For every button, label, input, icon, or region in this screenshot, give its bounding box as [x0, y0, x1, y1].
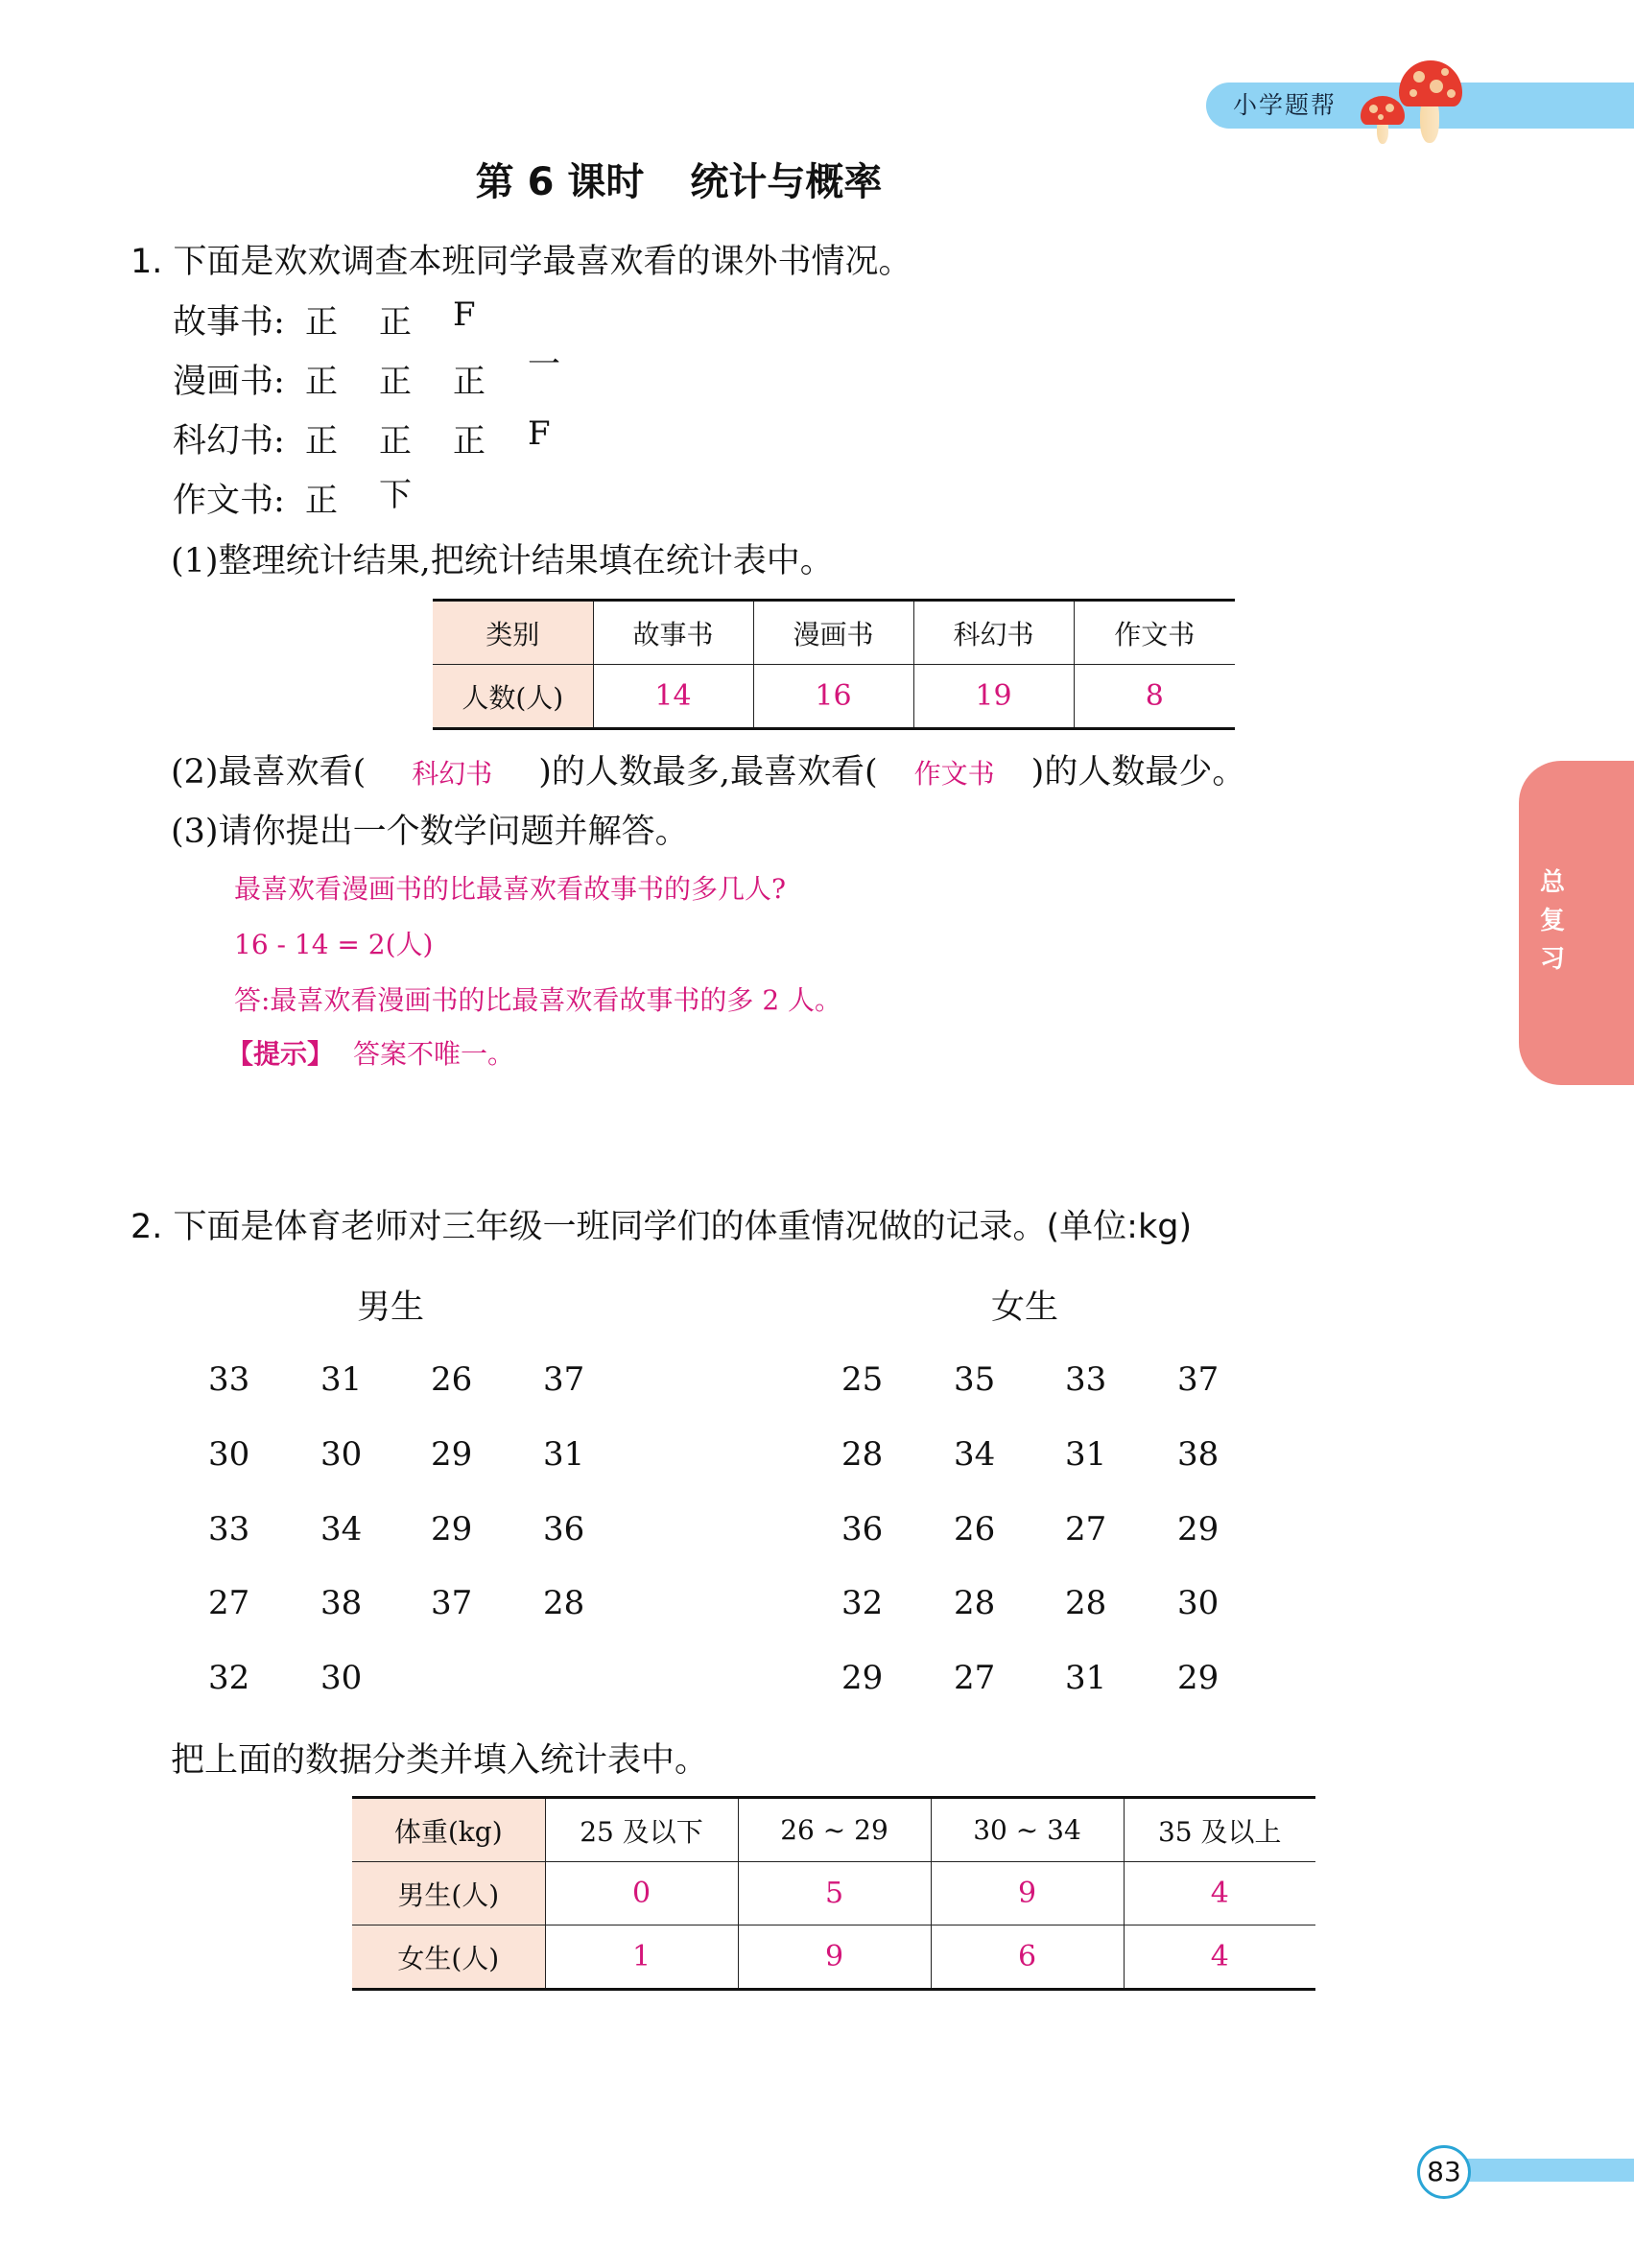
- answer-least: 作文书: [913, 758, 995, 790]
- q1-part3: (3)请你提出一个数学问题并解答。: [171, 813, 689, 851]
- weight-value: 37: [431, 1584, 473, 1622]
- weight-value: 28: [841, 1435, 884, 1474]
- answer-cell: 4: [1124, 1925, 1315, 1990]
- table-header-cell: 作文书: [1074, 601, 1235, 665]
- tally-mark: 正: [305, 482, 338, 520]
- weight-value: 29: [841, 1659, 884, 1697]
- boys-heading: 男生: [357, 1288, 425, 1327]
- weight-value: 33: [208, 1510, 250, 1548]
- weight-value: 33: [208, 1360, 250, 1399]
- weight-value: 37: [1177, 1360, 1220, 1399]
- table-header-cell: 35 及以上: [1124, 1798, 1315, 1862]
- answer-cell: 6: [931, 1925, 1124, 1990]
- weight-value: 34: [954, 1435, 996, 1474]
- row-label: 人数(人): [433, 665, 593, 729]
- part2-suffix: )的人数最少。: [1030, 753, 1246, 791]
- brand-label: 小学题帮: [1233, 91, 1338, 119]
- table-header-cell: 类别: [433, 601, 593, 665]
- answer-equation: 16 - 14 = 2(人): [234, 929, 434, 960]
- weight-value: 38: [320, 1584, 363, 1622]
- weight-value: 27: [208, 1584, 250, 1622]
- part2-middle: )的人数最多,最喜欢看(: [538, 753, 878, 791]
- answer-cell: 0: [545, 1862, 738, 1925]
- tally-label: 作文书:: [173, 482, 285, 520]
- weight-stat-table: [352, 1796, 1315, 1991]
- answer-cell: 16: [753, 665, 913, 729]
- weight-value: 36: [543, 1510, 585, 1548]
- q2-prompt: 2. 下面是体育老师对三年级一班同学们的体重情况做的记录。(单位:kg): [130, 1208, 1193, 1246]
- weight-value: 37: [543, 1360, 585, 1399]
- weight-value: 29: [431, 1510, 473, 1548]
- tally-label: 科幻书:: [173, 422, 285, 461]
- side-tab-label: 总复习: [1539, 868, 1565, 974]
- hint-text: 答案不唯一。: [353, 1038, 515, 1070]
- tally-mark: 正: [379, 422, 412, 461]
- weight-value: 28: [1065, 1584, 1107, 1622]
- tally-mark: 正: [379, 303, 412, 342]
- answer-cell: 19: [913, 665, 1074, 729]
- weight-value: 30: [320, 1659, 363, 1697]
- weight-value: 27: [954, 1659, 996, 1697]
- weight-value: 28: [954, 1584, 996, 1622]
- q2-instruction: 把上面的数据分类并填入统计表中。: [171, 1741, 709, 1780]
- answer-reply: 答:最喜欢看漫画书的比最喜欢看故事书的多 2 人。: [234, 984, 842, 1016]
- weight-value: 26: [431, 1360, 473, 1399]
- tally-mark: 一: [528, 345, 560, 384]
- answer-cell: 1: [545, 1925, 738, 1990]
- answer-most: 科幻书: [412, 758, 493, 790]
- page-title: [0, 155, 1358, 209]
- tally-mark: 正: [305, 422, 338, 461]
- lesson-topic: 统计与概率: [690, 160, 883, 204]
- table-row: [433, 665, 1235, 729]
- table-header-cell: 25 及以下: [545, 1798, 738, 1862]
- tally-label: 故事书:: [173, 303, 285, 342]
- hint-line: [226, 1030, 514, 1078]
- books-stat-table: [433, 599, 1235, 730]
- weight-value: 29: [1177, 1510, 1220, 1548]
- row-label: 女生(人): [352, 1925, 545, 1990]
- girls-heading: 女生: [991, 1288, 1059, 1327]
- weight-value: 29: [431, 1435, 473, 1474]
- mushroom-large-icon: [1399, 60, 1462, 143]
- weight-value: 32: [208, 1659, 250, 1697]
- weight-value: 29: [1177, 1659, 1220, 1697]
- tally-mark: 正: [453, 363, 485, 401]
- q1-prompt: 1. 下面是欢欢调查本班同学最喜欢看的课外书情况。: [130, 243, 912, 281]
- table-row: [352, 1862, 1315, 1925]
- table-row: [352, 1925, 1315, 1990]
- answer-cell: 9: [738, 1925, 931, 1990]
- table-header-cell: 科幻书: [913, 601, 1074, 665]
- answer-cell: 8: [1074, 665, 1235, 729]
- table-header-cell: 30 ~ 34: [931, 1798, 1124, 1862]
- table-header-cell: 26 ~ 29: [738, 1798, 931, 1862]
- tally-mark: 正: [305, 303, 338, 342]
- q1-part1: (1)整理统计结果,把统计结果填在统计表中。: [171, 542, 834, 580]
- weight-value: 32: [841, 1584, 884, 1622]
- weight-value: 28: [543, 1584, 585, 1622]
- tally-mark: 正: [305, 363, 338, 401]
- weight-value: 36: [841, 1510, 884, 1548]
- weight-value: 38: [1177, 1435, 1220, 1474]
- tally-label: 漫画书:: [173, 363, 285, 401]
- lesson-number: 第 6 课时: [475, 160, 645, 204]
- weight-value: 30: [208, 1435, 250, 1474]
- tally-mark: 下: [379, 476, 412, 514]
- row-label: 男生(人): [352, 1862, 545, 1925]
- answer-cell: 9: [931, 1862, 1124, 1925]
- tally-mark: F: [453, 295, 476, 334]
- weight-value: 27: [1065, 1510, 1107, 1548]
- tally-mark: 正: [379, 363, 412, 401]
- table-header-cell: 体重(kg): [352, 1798, 545, 1862]
- answer-cell: 4: [1124, 1862, 1315, 1925]
- tally-mark: F: [528, 414, 551, 453]
- weight-value: 31: [1065, 1435, 1107, 1474]
- weight-value: 26: [954, 1510, 996, 1548]
- weight-value: 25: [841, 1360, 884, 1399]
- table-header-cell: 故事书: [593, 601, 753, 665]
- weight-value: 30: [320, 1435, 363, 1474]
- part2-prefix: (2)最喜欢看(: [171, 753, 367, 791]
- weight-value: 31: [543, 1435, 585, 1474]
- page-number: 83: [1417, 2145, 1471, 2199]
- weight-value: 35: [954, 1360, 996, 1399]
- answer-question: 最喜欢看漫画书的比最喜欢看故事书的多几人?: [234, 873, 787, 905]
- table-header-cell: 漫画书: [753, 601, 913, 665]
- weight-value: 30: [1177, 1584, 1220, 1622]
- weight-value: 34: [320, 1510, 363, 1548]
- footer-bar: [1458, 2159, 1634, 2182]
- answer-cell: 5: [738, 1862, 931, 1925]
- weight-value: 31: [1065, 1659, 1107, 1697]
- weight-value: 31: [320, 1360, 363, 1399]
- tally-mark: 正: [453, 422, 485, 461]
- hint-label: 【提示】: [226, 1038, 335, 1070]
- weight-value: 33: [1065, 1360, 1107, 1399]
- table-header-row: [433, 601, 1235, 665]
- q1-part2: [171, 748, 1245, 798]
- table-header-row: [352, 1798, 1315, 1862]
- answer-cell: 14: [593, 665, 753, 729]
